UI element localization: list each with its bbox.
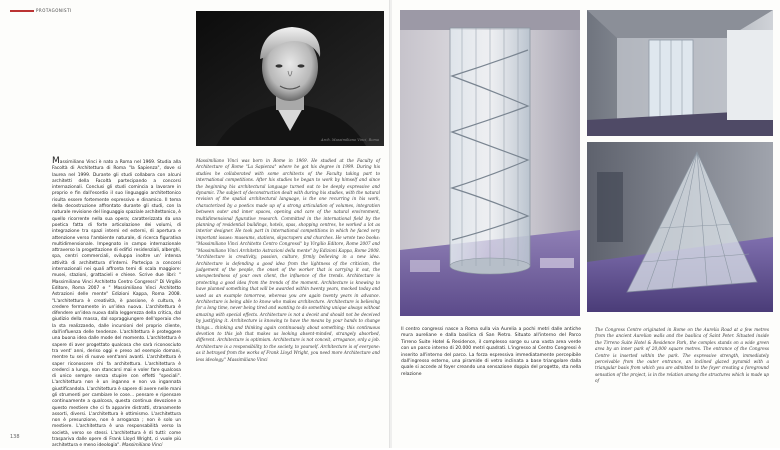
italian-signature: Massimiliano Vinci [122,443,163,449]
english-bio-column [196,158,380,433]
portrait-caption: Arch. Massimiliano Vinci, Roma [321,138,380,142]
header-logo [10,8,72,13]
left-page [0,0,390,448]
drop-cap: M [52,156,60,166]
architect-portrait [196,11,384,146]
glass-stair-photo [400,10,580,316]
english-signature: Massimiliano Vinci [227,356,268,362]
english-project-text: The Congress Centre originated in Rome on the Aurelia Road at a few metres from the ancient Aurelian walls and the basilica of Saint Peter. Situated inside the Tirreno Suite Hotel & Residence Park, the complex stands on a wide green area by an inner park of 20,000 square metres. The entrance of the Congress Centre is inserted within the park. The expressive strength, immediately perceivable from the outer entrance, an inclined glazed pyramid with a triangular basis from which you are admitted to the foyer creating a foreground sensation of the project, is in the relation among the structures which is made up of [595,327,769,384]
page-number: 138 [10,434,20,440]
glass-pyramid-illustration [587,142,773,312]
glass-stair-illustration [400,10,580,316]
italian-project-text: Il centro congressi nasce a Roma sulla via Aurelia a pochi metri dalle antiche mura aureliane e dalla basilica di San Pietro. Situato all'interno del Parco Tirreno Suite Hotel & Residence, il complesso sorge su una vasta area verde con un parco interno di 20.000 metri quadrati. L'ingresso al Centro Congressi è inserito all'interno del parco. La forza espressiva immediatamente percepibile dall'ingresso esterno, una piramide di vetro inclinata a base triangolare dalla quale si accede al foyer creando una sensazione doppia del progetto, sta nella relazione [401,327,581,377]
italian-bio-column [52,156,181,449]
italian-bio-text: assimiliano Vinci è nato a Roma nel 1969. Studia alla Facoltà di Architettura di Roma "la Sapienza", dove si laurea nel 1999. Durante gli studi collabora con alcuni architetti della Facoltà partecipando a concorsi internazionali. Conclusi gli studi comincia a lavorare in proprio e fin dall'esordio il suo linguaggio architettonico risulta essere fortemente espressivo e dinamico. Il tema della decostruzione affrontato durante gli studi, con la naturale revisione del linguaggio spaziale architettonico, è quello ricorrente nella sua opera; caratterizzata da una poetica fatta di forte articolazione dei volumi, di integrazione tra spazi interni ed esterni, di apertura e attenzione verso l'ambiente naturale, di ricerca figurativa multidimensionale. Impegnato in campo internazionale attraverso la progettazione di edifici residenziali, alberghi, spa, centri commerciali, sviluppa inoltre un' intensa attività di architettura d'interni. Partecipa a concorsi internazionali nei quali affronta temi di scala maggiore: musei, stazioni, grattacieli e chiese. Scrive due libri: " Massimiliano Vinci Architetto Centro Congressi" Di Virgilio Editore, Roma 2007 e " Massimiliano Vinci Architetto Astrazioni delle mente" Edizioni Kappa, Roma 2008. "L'architettura è creatività, è passione, è cultura, è credere fermamente in un'idea nuova. L'architettura è difendere un'idea nuova dalla leggerezza della critica, dal giudizio della massa, dal sopraggiungere dell'operaio che la sta realizzando, dalle incursioni del proprio cliente, dall'influenza delle tendenze. L'architettura è proteggere una buona idea dalle mode del momento. L'architettura è sapere di aver progettato qualcosa che sarà riconosciuto tra vent' anni, deriso oggi e preso ad esempio domani, mentre tu sei di nuovo vent'anni avanti. L'architettura è saper riconoscere chi fa architettura. L'architettura è crederci a lungo, non stancarsi mai e voler fare qualcosa di unico sempre senza stupire con effetti "speciali". L'architettura non è un inganno e non va ingannata giustificandola. L'architettura è sapere di avere nelle mani gli strumenti per cambiare le cose... pensare e ripensare continuamente a qualcosa, questa continua devozione a questo mestiere che ci fa apparire distratti, stranamente assorti, diversi. L'architettura è ottimismo. L'architettura non è presunzione, non è arroganza ; non è solo un mestiere. L'architettura è una responsabilità verso la società, verso se stessi. L'architettura è di tutti: come traspariva dalle opere di Frank Lloyd Wright, ci vuole più architettura e meno ideologia". [52,160,181,449]
portrait-illustration [196,11,384,146]
corridor-illustration [587,10,773,136]
corridor-photo [587,10,773,136]
english-project-column [595,327,769,417]
english-bio-text: Massimiliano Vinci was born in Rome in 1969. He studied at the Faculty of Architecture of Rome "La Sapienza" where he got his degree in 1999. During his studies he collaborated with some architects of the Faculty taking part to international competitions. After his studies he began to work by himself and since the beginning his architectural language turned out to be deeply expressive and dynamic. The subject of deconstruction dealt with during his studies, with the natural revision of the spatial architectural language, is the one recurring in his work, characterized by a poetics made up of a strong articulation of volumes, integration between outer and inner spaces, opening and care of the natural environment, multidimensional figurative research. Committed in the international field by the planning of residential buildings, hotels, spas, shopping centres, he worked a lot as interior designer. He took part in international competitions in which he faced very important issues: museums, stations, skyscrapers and churches. He wrote two books: "Massimiliano Vinci Architetto Centro Congressi" by Virgilio Editore, Rome 2007 and "Massimiliano Vinci Architetto Astrazioni della mente" by Edizioni Kappa, Rome 2008. "Architecture is creativity, passion, culture, firmly believing in a new idea. Architecture is defending a good idea from the lightness of the criticism, the judgement of the people, the onset of the worker that is carrying it out, the unexpectedness of your own client, the influence of the trends. Architecture is protecting a good idea from the trends of the moment. Architecture is knowing to have planned something that will be awarded within twenty years, mocked today and used as an example tomorrow, whereas you are again twenty years in advance. Architecture is being able to know who makes architecture. Architecture is believing for a long time, never being tired and wanting to do something unique always without amazing with special effects. Architecture is not a deceit and should not be deceived by justifying it. Architecture is knowing to have the means by your hands to change things... thinking and thinking again continuously about something; this continuous devotion to this job that makes us looking absent-minded, strangely absorbed, different. Architecture is optimism. Architecture is not conceit, arrogance, only a job. Architecture is a responsibility to the society, to yourself. Architecture is of everyone: as it betrayed from the works of Frank Lloyd Wright, you need more Architecture and less ideology." [196,158,380,362]
logo-text: PROTAGONISTI [36,8,72,13]
italian-project-column [401,327,581,417]
glass-pyramid-photo [587,142,773,312]
logo-bar-icon [10,10,34,12]
